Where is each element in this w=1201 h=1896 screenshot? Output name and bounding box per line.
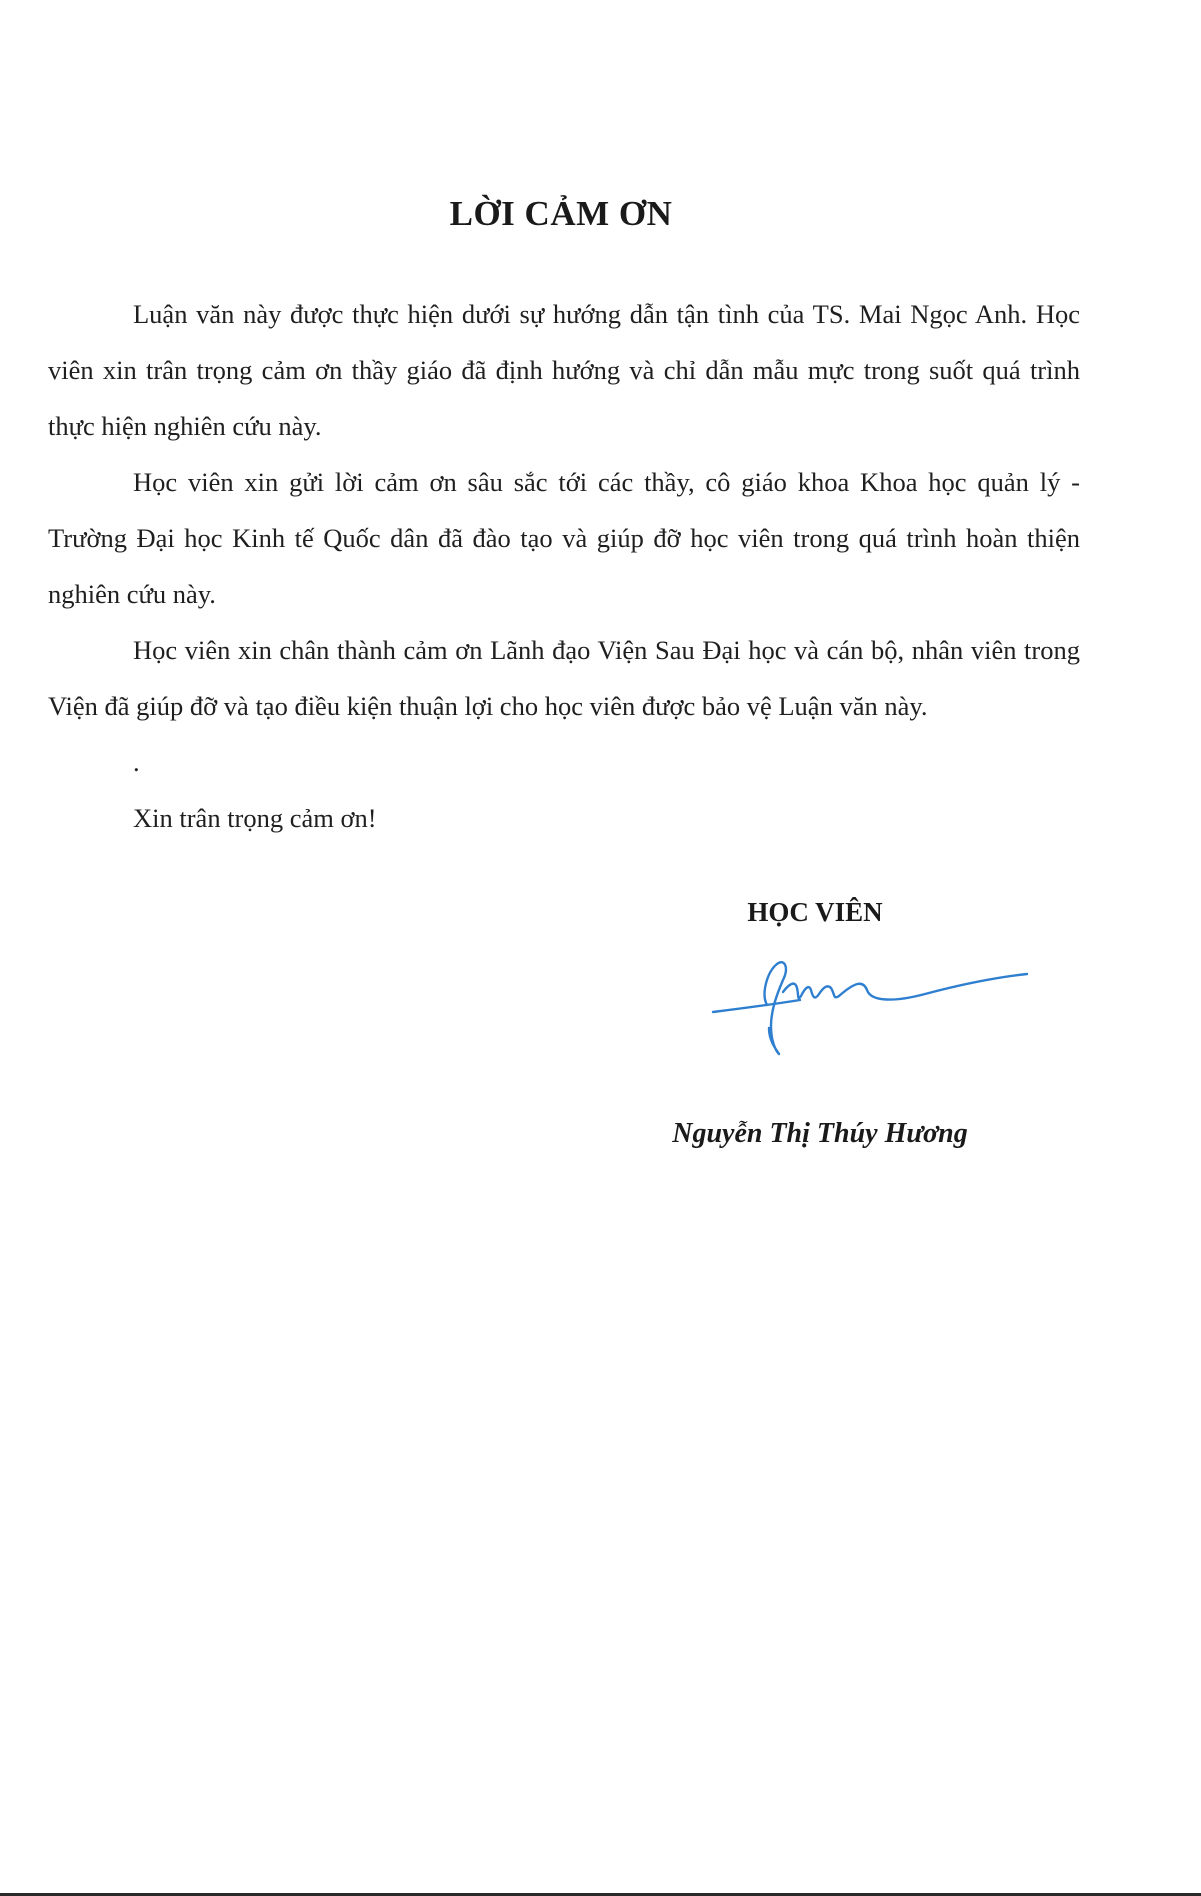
paragraph-1: Luận văn này được thực hiện dưới sự hướng dẫn tận tình của TS. Mai Ngọc Anh. Học viên xin trân trọng cảm ơn thầy giáo đã định hướng và chỉ dẫn mẫu mực trong suốt quá trình thực hiện nghiên cứu này. — [48, 299, 1080, 441]
paragraph-2: Học viên xin gửi lời cảm ơn sâu sắc tới các thầy, cô giáo khoa Khoa học quản lý - Trường Đại học Kinh tế Quốc dân đã đào tạo và giúp đỡ học viên trong quá trình hoàn thiện nghiên cứu này. — [48, 467, 1080, 609]
signer-name: Nguyễn Thị Thúy Hương — [672, 1118, 968, 1149]
signer-role: HỌC VIÊN — [747, 897, 883, 927]
acknowledgement-body — [48, 286, 1080, 846]
paragraph-3: Học viên xin chân thành cảm ơn Lãnh đạo Viện Sau Đại học và cán bộ, nhân viên trong Viện đã giúp đỡ và tạo điều kiện thuận lợi cho học viên được bảo vệ Luận văn này. — [48, 635, 1080, 721]
stray-dot: . — [133, 747, 140, 777]
page-title: LỜI CẢM ƠN — [449, 194, 673, 233]
handwritten-signature — [705, 950, 1035, 1060]
closing-line: Xin trân trọng cảm ơn! — [133, 803, 377, 833]
